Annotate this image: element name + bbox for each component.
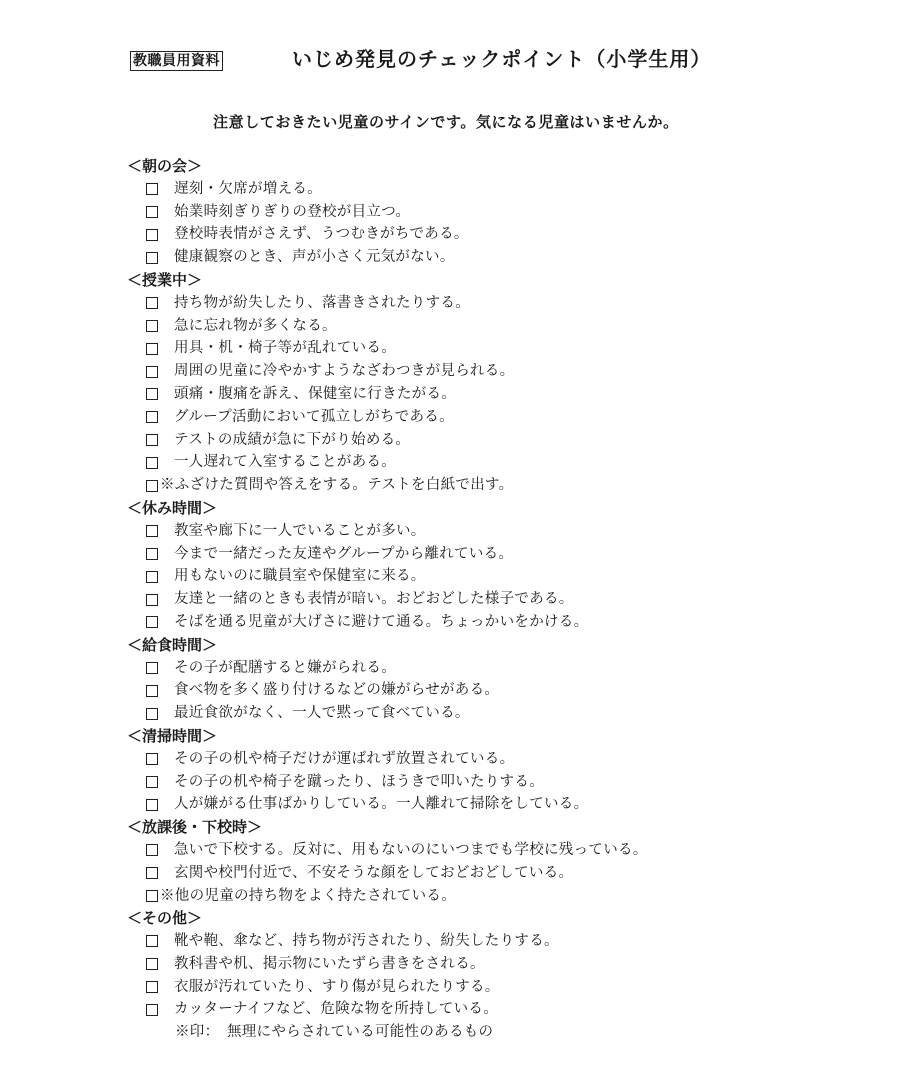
checkbox-icon	[146, 799, 158, 811]
section-heading: ＜休み時間＞	[127, 498, 218, 517]
checkbox-icon	[146, 366, 158, 378]
checkbox-icon	[146, 867, 158, 879]
checklist-item	[127, 246, 867, 269]
checklist-item	[127, 839, 867, 862]
checklist-item-text: その子の机や椅子を蹴ったり、ほうきで叩いたりする。	[174, 773, 544, 790]
checkbox-icon	[146, 480, 158, 492]
checklist-item-text: 食べ物を多く盛り付けるなどの嫌がらせがある。	[174, 682, 500, 699]
checkbox-icon	[146, 434, 158, 446]
checkbox-icon	[146, 571, 158, 583]
checklist-item-text: テストの成績が急に下がり始める。	[174, 431, 411, 448]
checklist-item	[127, 520, 867, 543]
checklist-item-text: 始業時刻ぎりぎりの登校が目立つ。	[174, 203, 411, 220]
checklist-item	[127, 793, 867, 816]
checklist-item	[127, 976, 867, 999]
checklist-item	[127, 953, 867, 976]
section-heading: ＜放課後・下校時＞	[127, 818, 263, 837]
checklist-item	[127, 474, 867, 497]
checkbox-icon	[146, 457, 158, 469]
checkbox-icon	[146, 343, 158, 355]
checklist-item-text: ※他の児童の持ち物をよく持たされている。	[160, 887, 456, 904]
checklist-item-text: そばを通る児童が大げさに避けて通る。ちょっかいをかける。	[174, 613, 589, 630]
checklist-item	[127, 588, 867, 611]
staff-document-tag: 教職員用資料	[130, 51, 223, 71]
checklist-item	[127, 337, 867, 360]
checkbox-icon	[146, 229, 158, 241]
checklist-item-text: 健康観察のとき、声が小さく元気がない。	[174, 249, 455, 266]
checklist-item	[127, 565, 867, 588]
section-heading: ＜朝の会＞	[127, 157, 203, 175]
section-heading: ＜その他＞	[127, 909, 203, 928]
checklist-item	[127, 223, 867, 246]
checklist-item	[127, 930, 867, 953]
checkbox-icon	[146, 662, 158, 674]
checklist-item-text: 人が嫌がる仕事ばかりしている。一人離れて掃除をしている。	[174, 796, 589, 813]
checkbox-icon	[146, 252, 158, 264]
checklist-item	[127, 383, 867, 406]
checklist-item-text: 周囲の児童に冷やかすようなざわつきが見られる。	[174, 363, 515, 380]
checkbox-icon	[146, 388, 158, 400]
checklist-item	[127, 292, 867, 315]
checklist-item-text: 遅刻・欠席が増える。	[174, 180, 322, 197]
checklist-item-text: 一人遅れて入室することがある。	[174, 454, 396, 471]
checklist-item-text: 衣服が汚れていたり、すり傷が見られたりする。	[174, 978, 500, 995]
checkbox-icon	[146, 958, 158, 970]
checklist-item	[127, 998, 867, 1021]
checklist-item-text: 急いで下校する。反対に、用もないのにいつまでも学校に残っている。	[174, 841, 648, 858]
checklist-item	[127, 360, 867, 383]
checkbox-icon	[146, 411, 158, 423]
checklist-item	[127, 702, 867, 725]
checkbox-icon	[146, 1004, 158, 1016]
checkbox-icon	[146, 594, 158, 606]
checklist-item-text: グループ活動において孤立しがちである。	[174, 408, 454, 425]
checkbox-icon	[146, 525, 158, 537]
checklist-item-text: 靴や鞄、傘など、持ち物が汚されたり、紛失したりする。	[174, 933, 559, 950]
checklist-item-text: 登校時表情がさえず、うつむきがちである。	[174, 226, 469, 243]
checklist-item	[127, 178, 867, 201]
checklist-item	[127, 862, 867, 885]
page-subtitle: 注意しておきたい児童のサインです。気になる児童はいませんか。	[213, 113, 679, 131]
checklist-item	[127, 611, 867, 634]
checkbox-icon	[146, 297, 158, 309]
checkbox-icon	[146, 981, 158, 993]
checkbox-icon	[146, 844, 158, 856]
checkbox-icon	[146, 548, 158, 560]
section-heading: ＜授業中＞	[127, 270, 203, 289]
checklist-item	[127, 657, 867, 680]
page-title: いじめ発見のチェックポイント（小学生用）	[292, 47, 712, 71]
checklist-item	[127, 451, 867, 474]
checklist-item-text: 頭痛・腹痛を訴え、保健室に行きたがる。	[174, 385, 457, 402]
checklist-item-text: カッターナイフなど、危険な物を所持している。	[174, 1001, 499, 1018]
checkbox-icon	[146, 753, 158, 765]
checklist-item	[127, 406, 867, 429]
checklist-item	[127, 748, 867, 771]
checklist-item-text: 今まで一緒だった友達やグループから離れている。	[174, 545, 514, 562]
checklist-item	[127, 885, 867, 908]
checkbox-icon	[146, 206, 158, 218]
checklist-item	[127, 429, 867, 452]
checklist-item	[127, 201, 867, 224]
section-heading: ＜清掃時間＞	[127, 726, 218, 745]
checkbox-icon	[146, 935, 158, 947]
checklist-item-text: 最近食欲がなく、一人で黙って食べている。	[174, 705, 470, 722]
checklist-item	[127, 315, 867, 338]
checklist-item-text: その子が配膳すると嫌がられる。	[174, 659, 396, 676]
checklist-item	[127, 679, 867, 702]
checklist-item-text: 教科書や机、掲示物にいたずら書きをされる。	[174, 955, 485, 972]
checkbox-icon	[146, 183, 158, 195]
checklist-item-text: 友達と一緒のときも表情が暗い。おどおどした様子である。	[174, 591, 574, 608]
checklist-item-text: 持ち物が紛失したり、落書きされたりする。	[174, 294, 470, 311]
checkbox-icon	[146, 320, 158, 332]
section-heading: ＜給食時間＞	[127, 635, 218, 654]
checklist-item-text: 用具・机・椅子等が乱れている。	[174, 340, 396, 357]
checklist-item-text: 用もないのに職員室や保健室に来る。	[174, 568, 426, 585]
checklist-item-text: ※ふざけた質問や答えをする。テストを白紙で出す。	[160, 477, 514, 494]
checkbox-icon	[146, 685, 158, 697]
footnote: ※印： 無理にやらされている可能性のあるもの	[175, 1024, 494, 1041]
checklist-item	[127, 543, 867, 566]
checkbox-icon	[146, 776, 158, 788]
checklist-item-text: 急に忘れ物が多くなる。	[174, 317, 337, 334]
checklist-item	[127, 771, 867, 794]
checkbox-icon	[146, 616, 158, 628]
checkbox-icon	[146, 708, 158, 720]
checklist-content	[127, 155, 867, 1044]
checklist-item-text: 教室や廊下に一人でいることが多い。	[174, 522, 426, 539]
checklist-item-text: 玄関や校門付近で、不安そうな顔をしておどおどしている。	[174, 864, 574, 881]
checkbox-icon	[146, 890, 158, 902]
checklist-item-text: その子の机や椅子だけが運ばれず放置されている。	[174, 750, 515, 767]
